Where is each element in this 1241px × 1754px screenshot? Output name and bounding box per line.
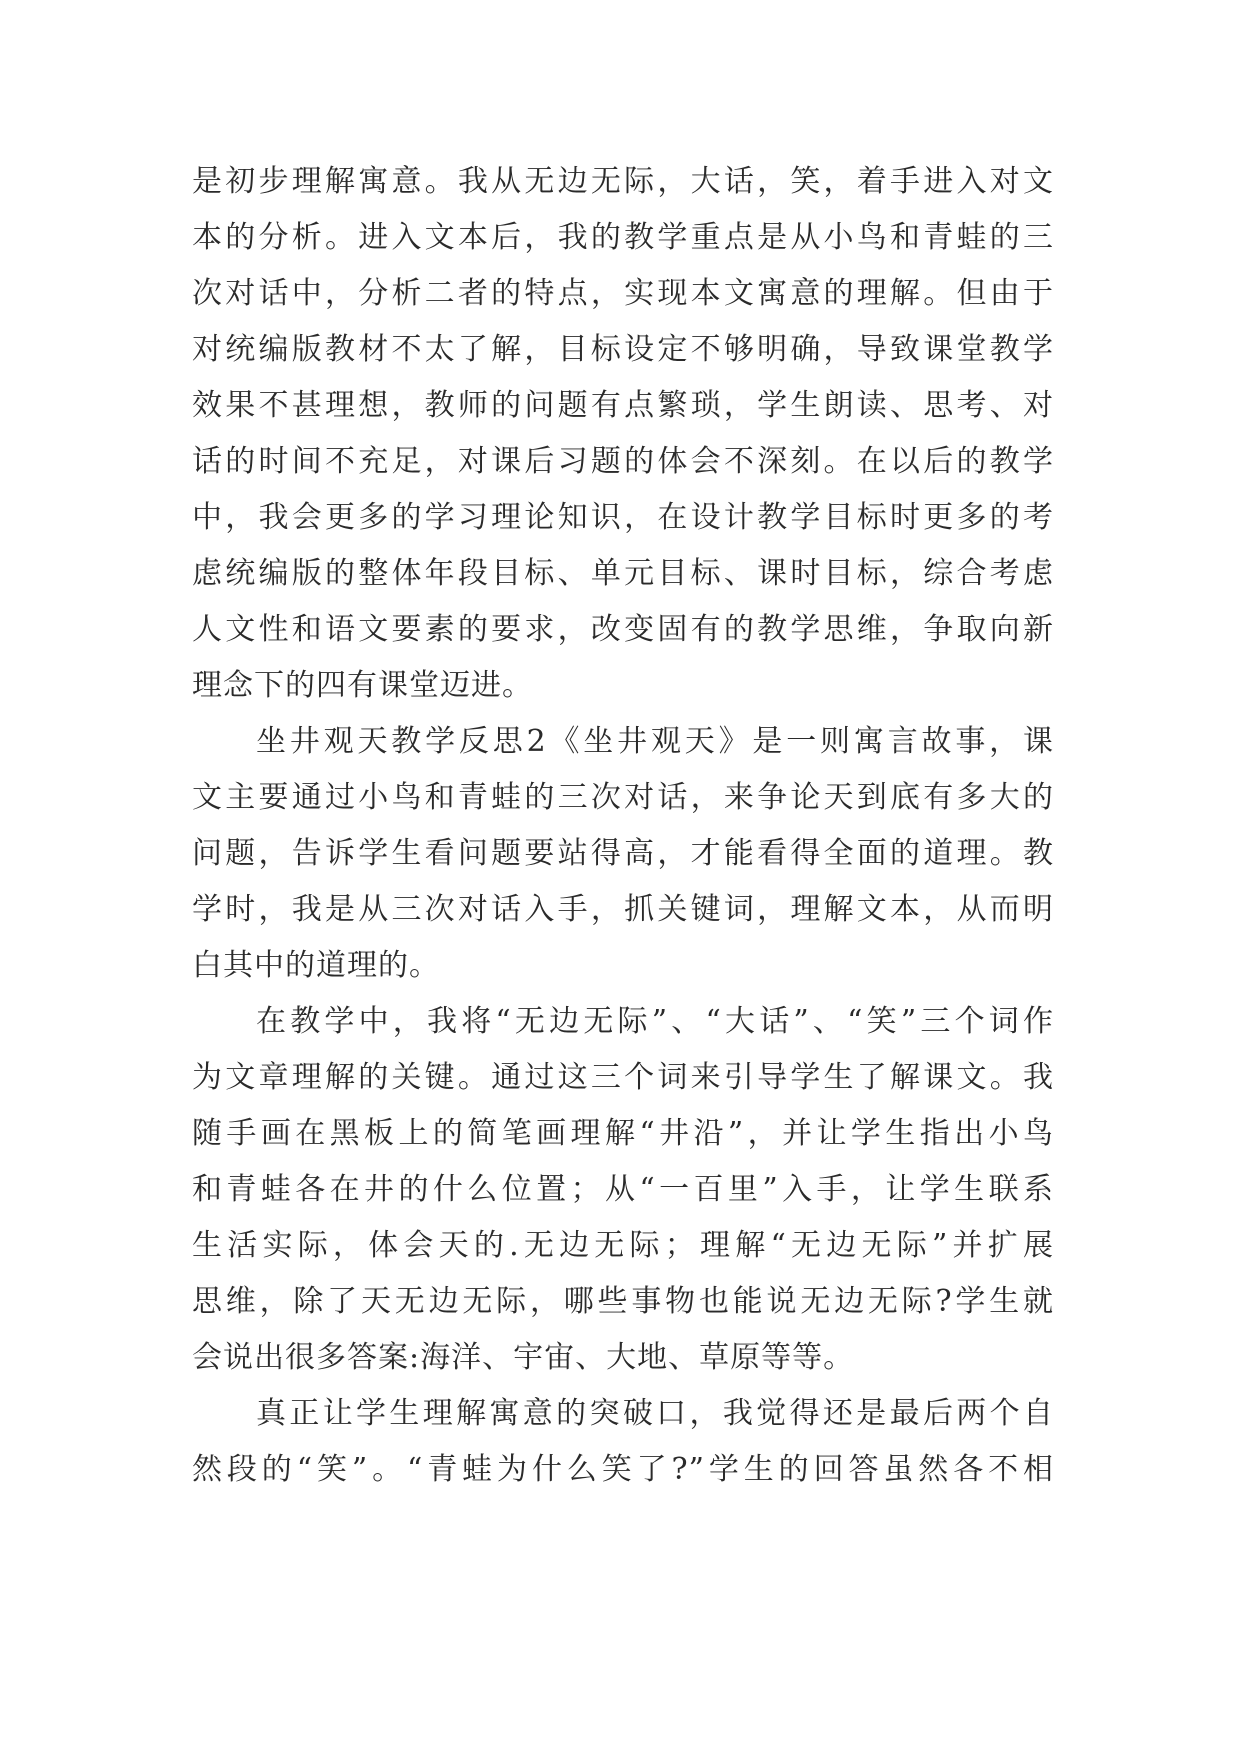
text-line: 为文章理解的关键。通过这三个词来引导学生了解课文。我 bbox=[192, 1060, 1054, 1095]
text-line: 文主要通过小鸟和青蛙的三次对话，来争论天到底有多大的 bbox=[192, 780, 1054, 815]
paragraph-2 bbox=[192, 714, 1054, 994]
text-line: 真正让学生理解寓意的突破口，我觉得还是最后两个自 bbox=[256, 1396, 1054, 1431]
document-body bbox=[192, 154, 1054, 1498]
text-line: 虑统编版的整体年段目标、单元目标、课时目标，综合考虑 bbox=[192, 556, 1054, 591]
text-line: 对统编版教材不太了解，目标设定不够明确，导致课堂教学 bbox=[192, 332, 1054, 367]
paragraph-3 bbox=[192, 994, 1054, 1386]
text-line: 学时，我是从三次对话入手，抓关键词，理解文本，从而明 bbox=[192, 892, 1054, 927]
text-line: 是初步理解寓意。我从无边无际，大话，笑，着手进入对文 bbox=[192, 164, 1054, 199]
text-line: 问题，告诉学生看问题要站得高，才能看得全面的道理。教 bbox=[192, 836, 1054, 871]
text-line: 话的时间不充足，对课后习题的体会不深刻。在以后的教学 bbox=[192, 444, 1054, 479]
text-line: 理念下的四有课堂迈进。 bbox=[192, 668, 533, 703]
paragraph-1 bbox=[192, 154, 1054, 714]
text-line: 坐井观天教学反思2《坐井观天》是一则寓言故事，课 bbox=[256, 724, 1054, 759]
text-line: 和青蛙各在井的什么位置；从“一百里”入手，让学生联系 bbox=[192, 1172, 1054, 1207]
text-line: 思维，除了天无边无际，哪些事物也能说无边无际?学生就 bbox=[192, 1284, 1054, 1319]
text-line: 次对话中，分析二者的特点，实现本文寓意的理解。但由于 bbox=[192, 276, 1054, 311]
text-line: 生活实际，体会天的.无边无际；理解“无边无际”并扩展 bbox=[192, 1228, 1054, 1263]
text-line: 白其中的道理的。 bbox=[192, 948, 440, 983]
text-line: 随手画在黑板上的简笔画理解“井沿”，并让学生指出小鸟 bbox=[192, 1116, 1054, 1151]
text-line: 然段的“笑”。“青蛙为什么笑了?”学生的回答虽然各不相 bbox=[192, 1452, 1054, 1487]
paragraph-4 bbox=[192, 1386, 1054, 1498]
text-line: 人文性和语文要素的要求，改变固有的教学思维，争取向新 bbox=[192, 612, 1054, 647]
text-line: 本的分析。进入文本后，我的教学重点是从小鸟和青蛙的三 bbox=[192, 220, 1054, 255]
text-line: 会说出很多答案:海洋、宇宙、大地、草原等等。 bbox=[192, 1340, 855, 1375]
text-line: 效果不甚理想，教师的问题有点繁琐，学生朗读、思考、对 bbox=[192, 388, 1054, 423]
text-line: 中，我会更多的学习理论知识，在设计教学目标时更多的考 bbox=[192, 500, 1054, 535]
text-line: 在教学中，我将“无边无际”、“大话”、“笑”三个词作 bbox=[256, 1004, 1054, 1039]
